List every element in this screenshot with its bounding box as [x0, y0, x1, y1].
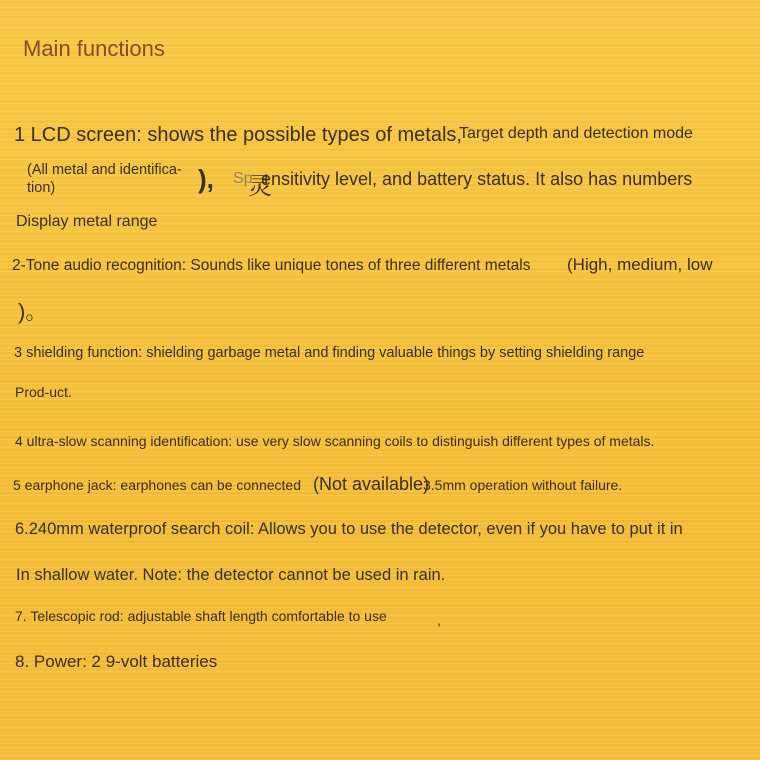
waterproof-coil-text: 6.240mm waterproof search coil: Allows you to use the detector, even if you have to put it in: [15, 520, 683, 538]
earphone-jack-text: 5 earphone jack: earphones can be connected: [13, 477, 301, 493]
display-metal-range: Display metal range: [16, 213, 158, 230]
earphone-jack-size: 3.5mm operation without failure.: [423, 477, 623, 493]
lcd-mode-note: (All metal and identifica-tion): [27, 162, 182, 196]
not-available-note: (Not available): [313, 474, 430, 494]
product-fragment: Prod-uct.: [15, 384, 72, 400]
lcd-screen-text: 1 LCD screen: shows the possible types of metals,: [14, 124, 462, 146]
stray-comma: ,: [437, 612, 441, 628]
tone-levels: (High, medium, low: [567, 255, 713, 274]
lcd-sp-fragment: Sp: [233, 170, 253, 187]
lcd-cjk-glyph: 灵: [248, 173, 272, 200]
ultra-slow-scan-text: 4 ultra-slow scanning identification: use very slow scanning coils to distinguish different types of metals.: [15, 433, 655, 449]
power-text: 8. Power: 2 9-volt batteries: [15, 652, 218, 671]
telescopic-rod-text: 7. Telescopic rod: adjustable shaft length comfortable to use: [15, 608, 387, 624]
lcd-sensitivity-text: ensitivity level, and battery status. It also has numbers: [261, 169, 693, 189]
tone-audio-text: 2-Tone audio recognition: Sounds like unique tones of three different metals: [12, 257, 531, 274]
lcd-screen-text-cont: Target depth and detection mode: [459, 125, 693, 142]
tone-close-paren: )。: [18, 299, 48, 324]
lcd-paren-close: ),: [198, 164, 214, 194]
page-title: Main functions: [23, 36, 165, 61]
shielding-function-text: 3 shielding function: shielding garbage metal and finding valuable things by setting shielding range: [14, 345, 645, 361]
shallow-water-note: In shallow water. Note: the detector cannot be used in rain.: [16, 566, 446, 584]
